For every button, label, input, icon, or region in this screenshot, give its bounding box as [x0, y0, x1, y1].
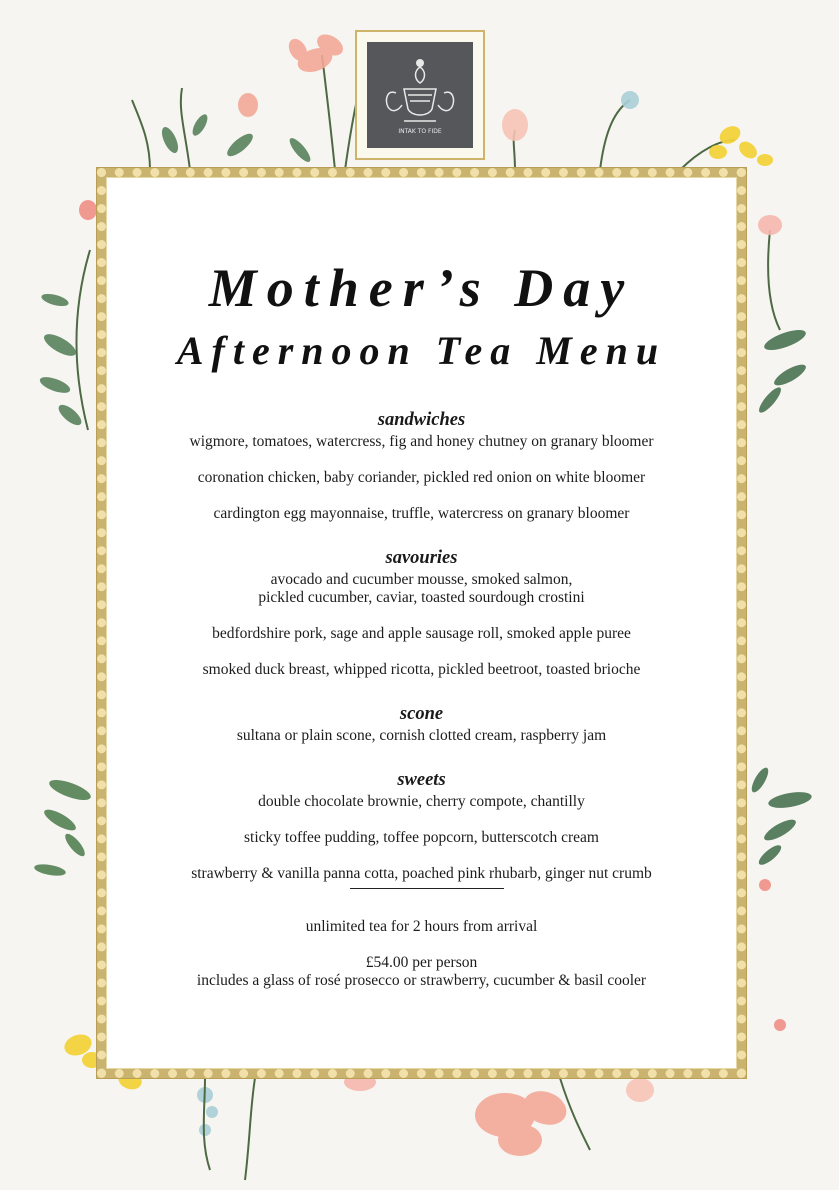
menu-title-line2: Afternoon Tea Menu — [176, 328, 667, 373]
menu-item: avocado and cucumber mousse, smoked salmon, — [270, 571, 573, 588]
tea-note: unlimited tea for 2 hours from arrival — [305, 918, 538, 935]
menu-item: sultana or plain scone, cornish clotted cream, raspberry jam — [236, 727, 607, 744]
menu-item: smoked duck breast, whipped ricotta, pickled beetroot, toasted brioche — [202, 661, 641, 678]
menu-item: sticky toffee pudding, toffee popcorn, butterscotch cream — [244, 829, 599, 846]
crest-icon — [367, 42, 473, 148]
divider — [350, 888, 504, 889]
section-heading-savouries: savouries — [385, 548, 458, 568]
menu-item: double chocolate brownie, cherry compote, chantilly — [258, 793, 585, 810]
menu-item: wigmore, tomatoes, watercress, fig and honey chutney on granary bloomer — [189, 433, 654, 450]
price: £54.00 per person — [365, 954, 478, 971]
includes-note: includes a glass of rosé prosecco or strawberry, cucumber & basil cooler — [196, 972, 647, 989]
menu-item: strawberry & vanilla panna cotta, poached pink rhubarb, ginger nut crumb — [191, 865, 652, 882]
crest-logo — [355, 30, 485, 160]
section-heading-sweets: sweets — [397, 770, 446, 790]
menu-item: coronation chicken, baby coriander, pickled red onion on white bloomer — [197, 469, 646, 486]
section-heading-sandwiches: sandwiches — [377, 410, 466, 430]
menu-item: cardington egg mayonnaise, truffle, watercress on granary bloomer — [213, 505, 630, 522]
menu-item: bedfordshire pork, sage and apple sausage roll, smoked apple puree — [212, 625, 631, 642]
crest-motto: INTAK TO FIDE — [398, 128, 442, 135]
menu-frame — [97, 168, 746, 1078]
menu-title-line1: Mother’s Day — [208, 258, 635, 318]
section-heading-scone: scone — [399, 704, 444, 724]
menu-item: pickled cucumber, caviar, toasted sourdough crostini — [258, 589, 585, 606]
